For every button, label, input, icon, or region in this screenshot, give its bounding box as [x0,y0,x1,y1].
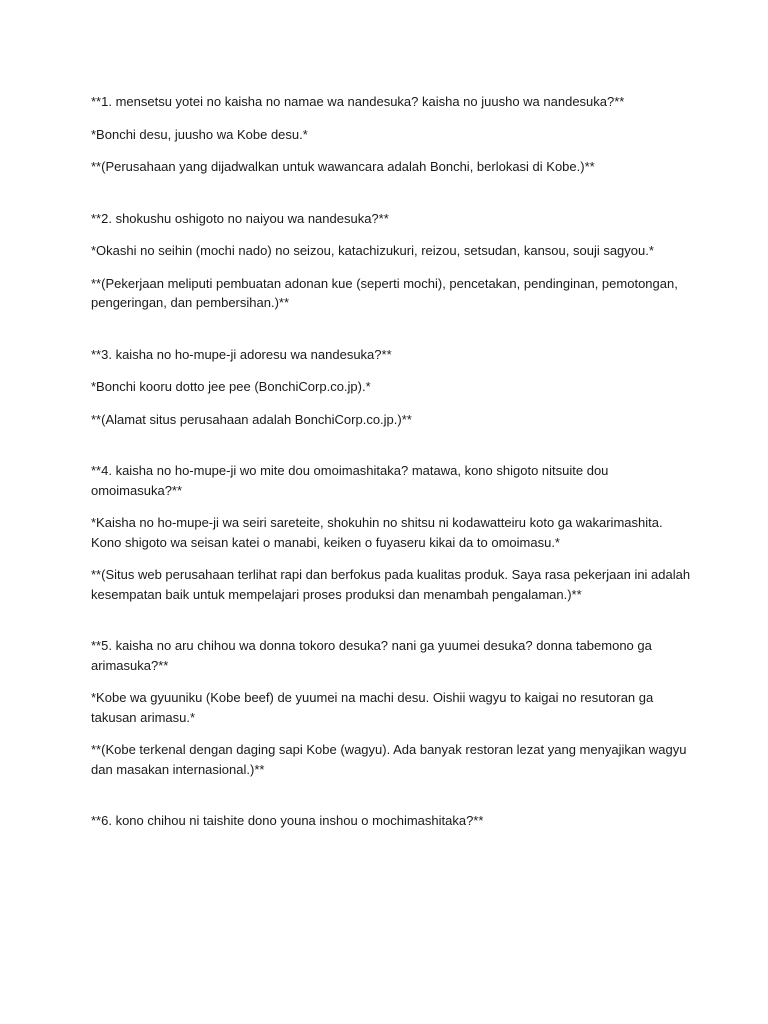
qa-block-3 [91,345,691,430]
question-5: **5. kaisha no aru chihou wa donna tokoro desuka? nani ga yuumei desuka? donna tabemono ga arimasuka?** [91,638,652,673]
question-2: **2. shokushu oshigoto no naiyou wa nandesuka?** [91,210,389,226]
answer-2: *Okashi no seihin (mochi nado) no seizou, katachizukuri, reizou, setsudan, kansou, souji sagyou.* [91,243,654,258]
translation-4: **(Situs web perusahaan terlihat rapi dan berfokus pada kualitas produk. Saya rasa pekerjaan ini adalah kesempatan baik untuk mempelajari proses produksi dan menambah pengalaman.)** [91,567,691,602]
qa-block-1 [91,92,691,177]
question-4: **4. kaisha no ho-mupe-ji wo mite dou omoimashitaka? matawa, kono shigoto nitsuite dou omoimasuka?** [91,463,609,498]
translation-5: **(Kobe terkenal dengan daging sapi Kobe (wagyu). Ada banyak restoran lezat yang menyajikan wagyu dan masakan internasional.)** [91,742,687,777]
qa-block-5 [91,636,691,779]
question-3: **3. kaisha no ho-mupe-ji adoresu wa nandesuka?** [91,346,392,362]
qa-block-4 [91,461,691,604]
translation-1: **(Perusahaan yang dijadwalkan untuk wawancara adalah Bonchi, berlokasi di Kobe.)** [91,159,595,174]
translation-2: **(Pekerjaan meliputi pembuatan adonan kue (seperti mochi), pencetakan, pendinginan, pemotongan, pengeringan, dan pembersihan.)** [91,275,678,310]
answer-3: *Bonchi kooru dotto jee pee (BonchiCorp.co.jp).* [91,379,371,394]
answer-4: *Kaisha no ho-mupe-ji wa seiri sareteite, shokuhin no shitsu ni kodawatteiru koto ga wakarimashita. Kono shigoto wa seisan katei o manabi, keiken o fuyaseru kikai da to omoimasu.* [91,515,663,550]
question-6: **6. kono chihou ni taishite dono youna inshou o mochimashitaka?** [91,813,484,828]
qa-block-2 [91,209,691,313]
question-1: **1. mensetsu yotei no kaisha no namae wa nandesuka? kaisha no juusho wa nandesuka?** [91,94,625,109]
qa-block-6 [91,811,691,831]
translation-3: **(Alamat situs perusahaan adalah BonchiCorp.co.jp.)** [91,411,412,427]
answer-1: *Bonchi desu, juusho wa Kobe desu.* [91,126,308,142]
answer-5: *Kobe wa gyuuniku (Kobe beef) de yuumei na machi desu. Oishii wagyu to kaigai no resutoran ga takusan arimasu.* [91,690,654,725]
document-page [91,92,691,831]
